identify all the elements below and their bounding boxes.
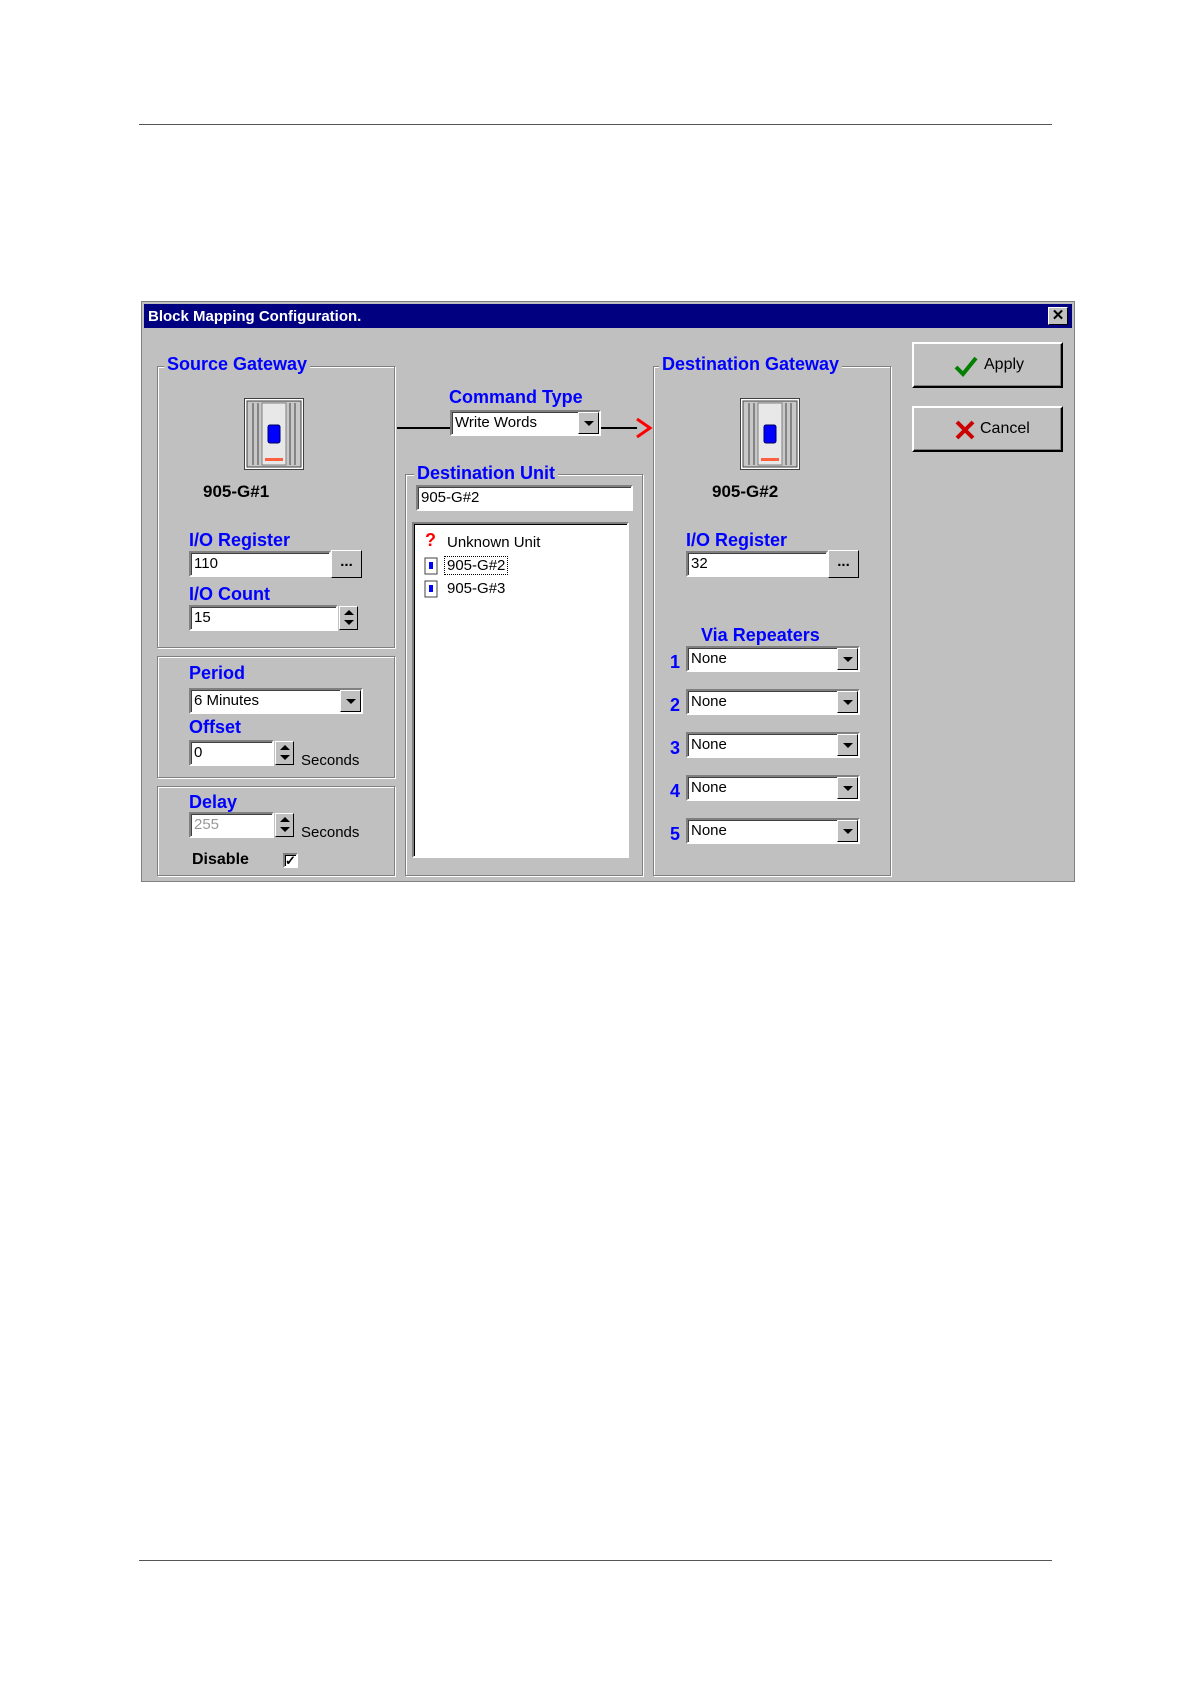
title-bar — [144, 304, 1072, 328]
bottom-rule — [139, 1560, 1052, 1561]
connector-arrow-icon — [634, 417, 654, 439]
apply-button-label: Apply — [984, 356, 1025, 373]
source-gateway-device-icon — [244, 398, 304, 470]
top-rule — [139, 124, 1052, 125]
source-gateway-heading: Source Gateway — [164, 354, 310, 374]
repeater-select-4[interactable]: None — [686, 775, 860, 801]
repeater-number: 2 — [670, 695, 681, 715]
repeater-select-5[interactable]: None — [686, 818, 860, 844]
repeater-number: 5 — [670, 824, 681, 844]
delay-input[interactable]: 255 — [189, 812, 274, 838]
delay-label: Delay — [189, 792, 238, 812]
connector-line-right — [601, 427, 637, 429]
period-select[interactable]: 6 Minutes — [189, 688, 363, 714]
disable-label: Disable — [192, 851, 249, 868]
period-dropdown-button[interactable] — [340, 690, 361, 712]
offset-unit-label: Seconds — [301, 752, 360, 769]
offset-spinner[interactable] — [275, 741, 294, 765]
source-io-count-spinner[interactable] — [339, 606, 358, 630]
source-device-name: 905-G#1 — [203, 482, 270, 501]
close-button[interactable] — [1048, 307, 1068, 325]
repeater-dropdown-button-1[interactable] — [837, 648, 858, 670]
source-io-count-label: I/O Count — [189, 584, 270, 604]
command-type-dropdown-button[interactable] — [578, 412, 599, 434]
destination-gateway-device-icon — [740, 398, 800, 470]
repeater-number: 1 — [670, 652, 681, 672]
repeater-number: 3 — [670, 738, 681, 758]
cancel-x-icon — [954, 419, 976, 441]
source-io-count-input[interactable]: 15 — [189, 605, 338, 631]
destination-io-register-input[interactable]: 32 — [686, 551, 828, 577]
source-io-register-input[interactable]: 110 — [189, 551, 331, 577]
source-io-register-browse-button[interactable]: ... — [331, 550, 362, 578]
list-item-label: Unknown Unit — [447, 534, 541, 551]
repeater-number: 4 — [670, 781, 681, 801]
delay-spinner[interactable] — [275, 813, 294, 837]
source-io-register-label: I/O Register — [189, 530, 291, 550]
disable-checkbox[interactable]: ✓ — [283, 853, 298, 868]
repeater-select-2[interactable]: None — [686, 689, 860, 715]
destination-unit-list[interactable] — [412, 522, 629, 858]
connector-line-left — [397, 427, 451, 429]
via-repeaters-label: Via Repeaters — [701, 625, 820, 645]
destination-device-name: 905-G#2 — [712, 482, 779, 501]
cancel-button[interactable] — [912, 406, 1063, 452]
list-item-label: 905-G#2 — [447, 557, 506, 574]
repeater-dropdown-button-3[interactable] — [837, 734, 858, 756]
repeater-dropdown-button-5[interactable] — [837, 820, 858, 842]
delay-unit-label: Seconds — [301, 824, 360, 841]
list-item-label: 905-G#3 — [447, 580, 506, 597]
dialog-title: Block Mapping Configuration. — [148, 308, 362, 325]
offset-label: Offset — [189, 717, 242, 737]
period-label: Period — [189, 663, 246, 683]
destination-gateway-heading: Destination Gateway — [659, 354, 842, 374]
destination-unit-heading: Destination Unit — [414, 463, 558, 483]
command-type-label: Command Type — [449, 387, 583, 407]
cancel-button-label: Cancel — [980, 420, 1030, 437]
checkmark-icon — [954, 355, 978, 377]
offset-input[interactable]: 0 — [189, 740, 274, 766]
gateway-icon — [424, 580, 438, 598]
question-icon: ? — [425, 530, 436, 550]
gateway-icon — [424, 557, 438, 575]
close-icon: ✕ — [1051, 307, 1065, 324]
destination-unit-input[interactable]: 905-G#2 — [416, 485, 633, 511]
repeater-dropdown-button-4[interactable] — [837, 777, 858, 799]
repeater-select-3[interactable]: None — [686, 732, 860, 758]
destination-io-register-label: I/O Register — [686, 530, 788, 550]
repeater-dropdown-button-2[interactable] — [837, 691, 858, 713]
repeater-select-1[interactable]: None — [686, 646, 860, 672]
command-type-select[interactable]: Write Words — [450, 410, 601, 436]
destination-io-register-browse-button[interactable]: ... — [828, 550, 859, 578]
apply-button[interactable] — [912, 342, 1063, 388]
